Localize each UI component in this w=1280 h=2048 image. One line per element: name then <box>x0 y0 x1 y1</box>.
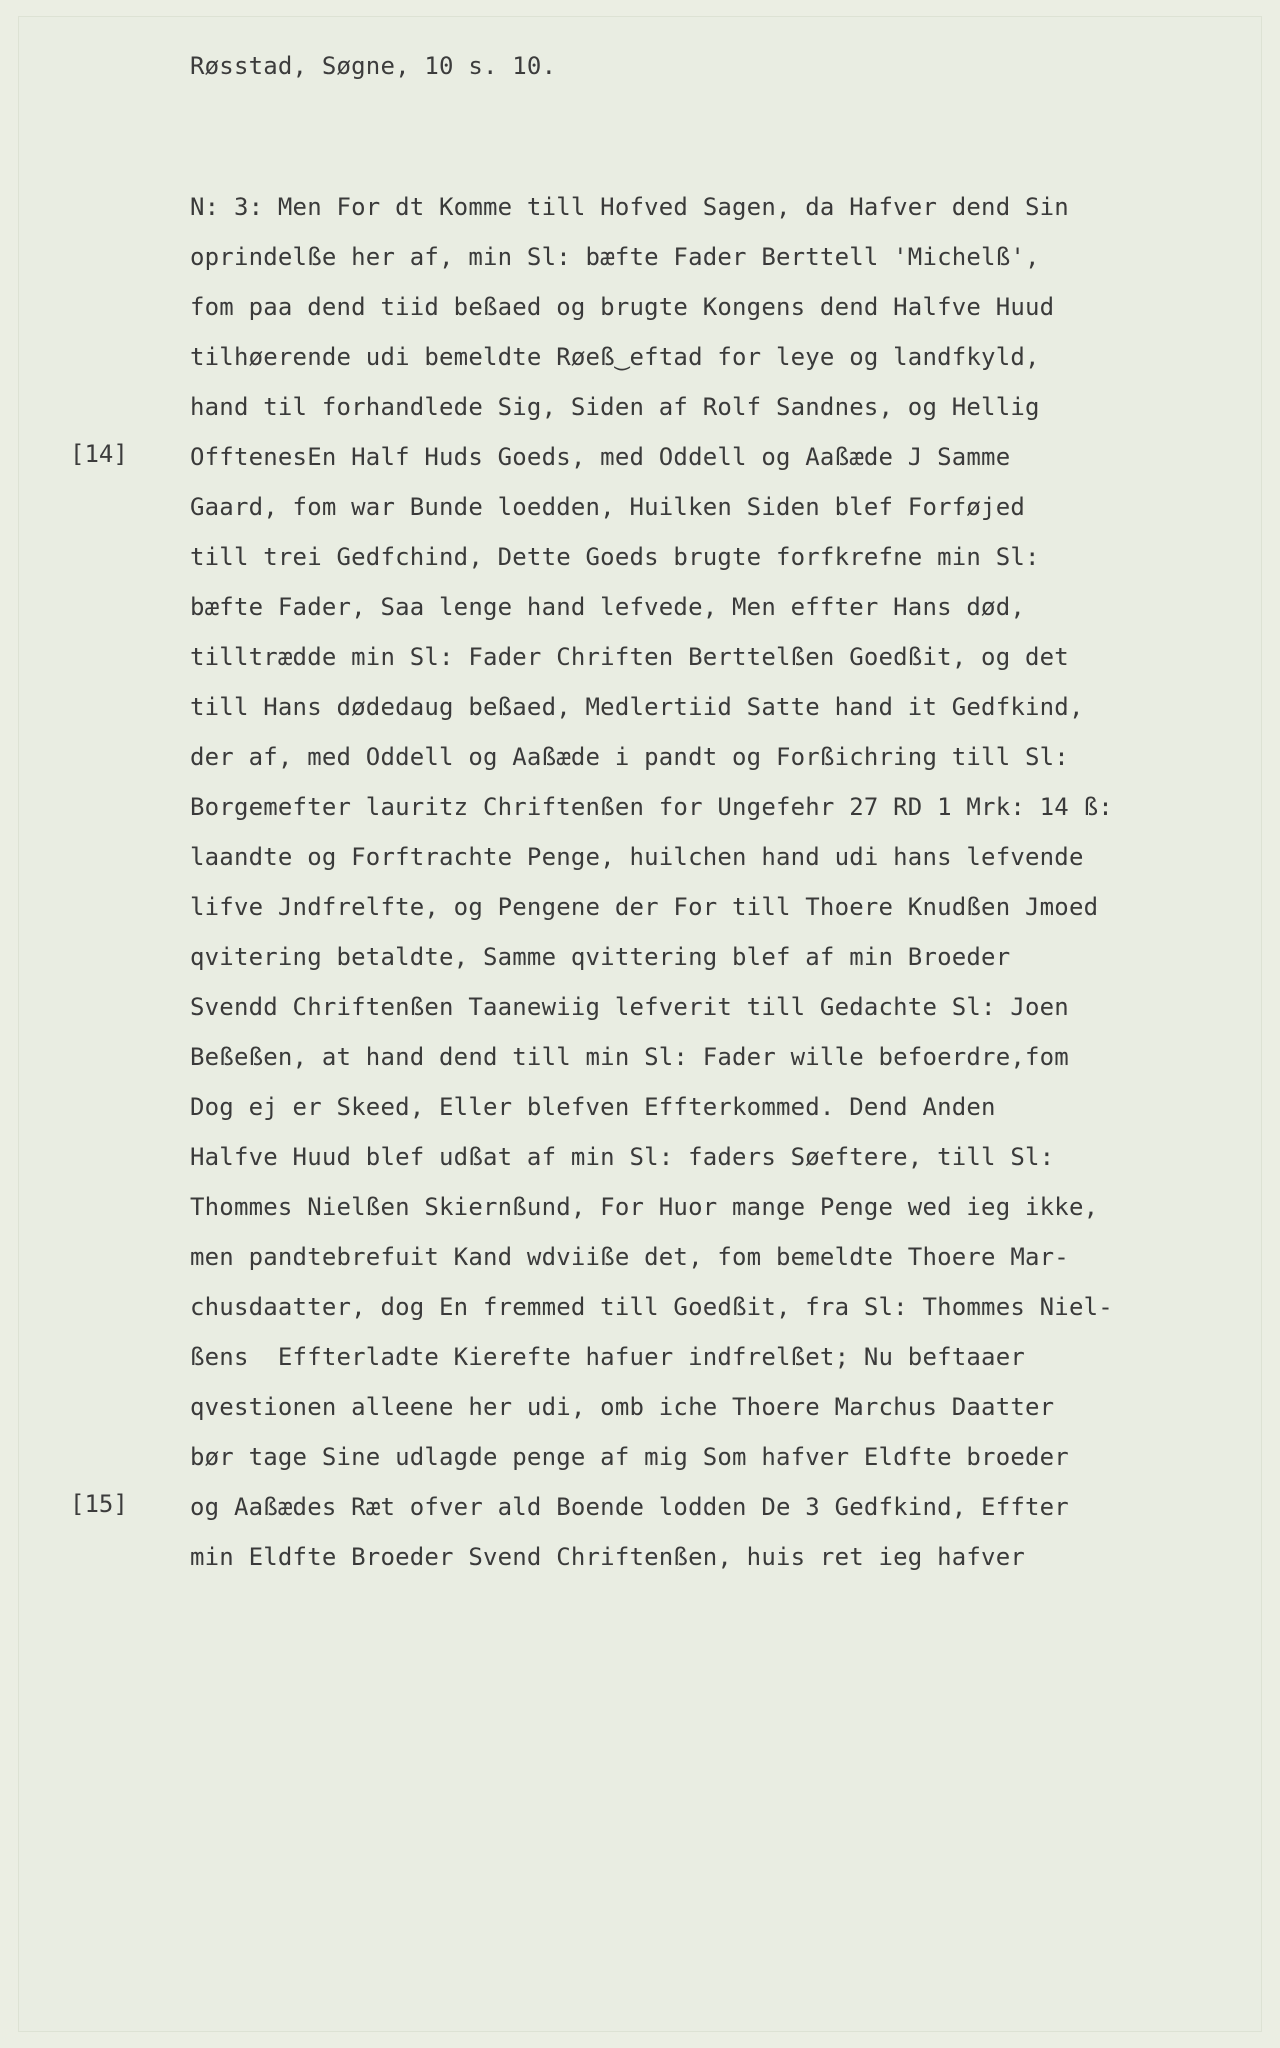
text-line: Dog ej er Skeed, Eller blefven Effterkommed. Dend Anden <box>190 1093 996 1121</box>
text-line: tilltrædde min Sl: Fader Chriften Berttelßen Goedßit, og det <box>190 643 1069 671</box>
text-line: till Hans dødedaug beßaed, Medlertiid Satte hand it Gedfkind, <box>190 693 1084 721</box>
text-line: fom paa dend tiid beßaed og brugte Kongens dend Halfve Huud <box>190 293 1055 321</box>
margin-note-14: [14] <box>70 440 128 468</box>
text-line: chusdaatter, dog En fremmed till Goedßit, fra Sl: Thommes Niel- <box>190 1293 1113 1321</box>
text-line: ßens Effterladte Kierefte hafuer indfrelßet; Nu beftaaer <box>190 1343 1026 1371</box>
text-line: Thommes Nielßen Skiernßund, For Huor mange Penge wed ieg ikke, <box>190 1193 1099 1221</box>
text-line: Beßeßen, at hand dend till min Sl: Fader wille befoerdre,fom <box>190 1043 1069 1071</box>
margin-note-15: [15] <box>70 1490 128 1518</box>
text-line: qvestionen alleene her udi, omb iche Thoere Marchus Daatter <box>190 1393 1055 1421</box>
text-line: tilhøerende udi bemeldte Røeß‿eftad for leye og landfkyld, <box>190 343 1040 371</box>
text-line: bæfte Fader, Saa lenge hand lefvede, Men effter Hans død, <box>190 593 1026 621</box>
text-line: men pandtebrefuit Kand wdviiße det, fom bemeldte Thoere Mar- <box>190 1243 1069 1271</box>
text-line: Gaard, fom war Bunde loedden, Huilken Siden blef Forføjed <box>190 493 1026 521</box>
text-line: till trei Gedfchind, Dette Goeds brugte forfkrefne min Sl: <box>190 543 1040 571</box>
text-line: Halfve Huud blef udßat af min Sl: faders Søeftere, till Sl: <box>190 1143 1055 1171</box>
page-header: Røsstad, Søgne, 10 s. 10. <box>190 52 557 80</box>
text-line: oprindelße her af, min Sl: bæfte Fader Berttell 'Michelß', <box>190 243 1040 271</box>
text-line: bør tage Sine udlagde penge af mig Som hafver Eldfte broeder <box>190 1443 1069 1471</box>
text-line: der af, med Oddell og Aaßæde i pandt og Forßichring till Sl: <box>190 743 1069 771</box>
text-line: N: 3: Men For dt Komme till Hofved Sagen, da Hafver dend Sin <box>190 193 1069 221</box>
text-line: hand til forhandlede Sig, Siden af Rolf Sandnes, og Hellig <box>190 393 1040 421</box>
text-line: laandte og Forftrachte Penge, huilchen hand udi hans lefvende <box>190 843 1084 871</box>
text-line: Svendd Chriftenßen Taanewiig lefverit till Gedachte Sl: Joen <box>190 993 1069 1021</box>
document-body <box>190 190 1190 1590</box>
text-line: OfftenesEn Half Huds Goeds, med Oddell og Aaßæde J Samme <box>190 443 1011 471</box>
text-line: lifve Jndfrelfte, og Pengene der For till Thoere Knudßen Jmoed <box>190 893 1099 921</box>
text-line: min Eldfte Broeder Svend Chriftenßen, huis ret ieg hafver <box>190 1543 1026 1571</box>
text-line: qvitering betaldte, Samme qvittering blef af min Broeder <box>190 943 1011 971</box>
text-line: og Aaßædes Ræt ofver ald Boende lodden De 3 Gedfkind, Effter <box>190 1493 1069 1521</box>
text-line: Borgemefter lauritz Chriftenßen for Ungefehr 27 RD 1 Mrk: 14 ß: <box>190 793 1113 821</box>
